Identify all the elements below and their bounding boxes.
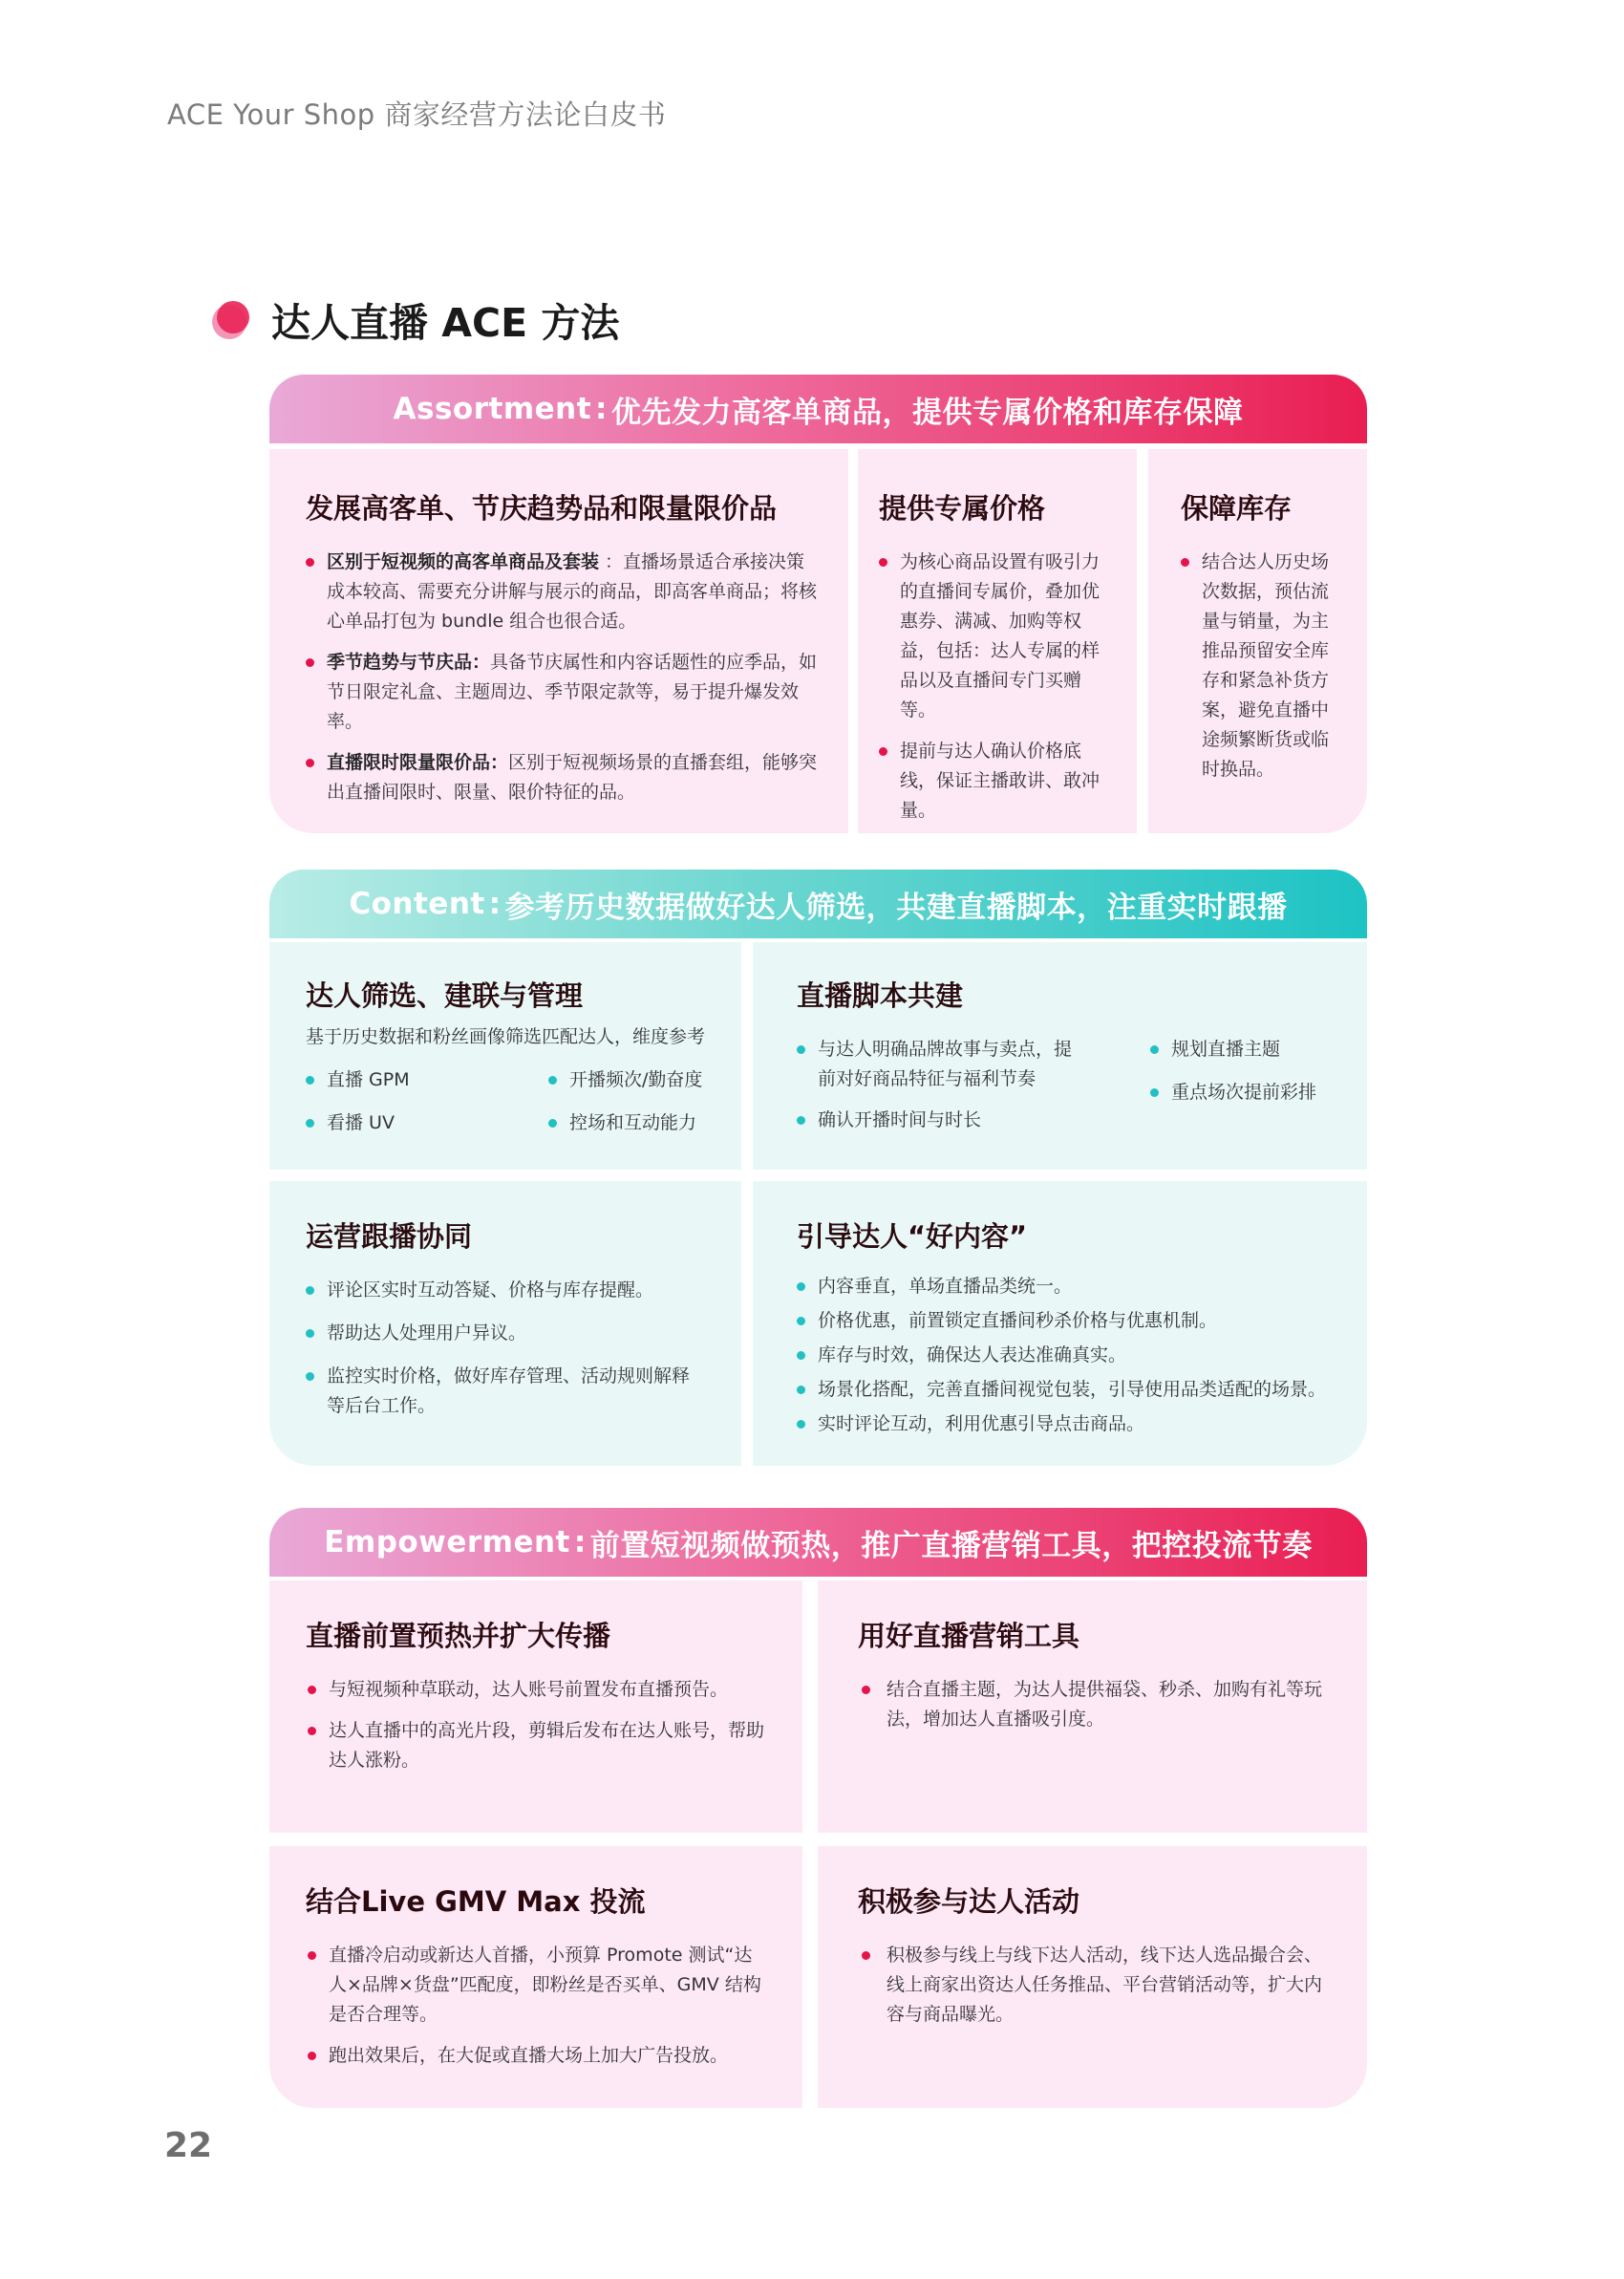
assortment-card-stock: [1148, 449, 1367, 833]
list-item: 库存与时效，确保达人表达准确真实。: [797, 1341, 1338, 1370]
content-card-good-content: [753, 1181, 1367, 1466]
page-number: 22: [164, 2126, 213, 2165]
bullet-list: [306, 1276, 707, 1421]
empowerment-band: [269, 1508, 1367, 1577]
section-title: 达人直播 ACE 方法: [271, 300, 620, 346]
bullet-list: [306, 1941, 768, 2071]
list-item: [306, 548, 818, 636]
list-item: 开播频次/勤奋度: [548, 1065, 702, 1095]
empowerment-card-preheat: [269, 1580, 802, 1833]
content-band-text: 参考历史数据做好达人筛选，共建直播脚本，注重实时跟播: [504, 890, 1288, 925]
item-text: 区别于短视频场景的直播套组，能够突出直播间限时、限量、限价特征的品。: [327, 752, 818, 803]
title-bullet-icon: [212, 301, 250, 339]
empowerment-band-text: 前置短视频做预热，推广直播营销工具，把控投流节奏: [589, 1528, 1313, 1563]
card-subtitle: 基于历史数据和粉丝画像筛选匹配达人，维度参考: [306, 1026, 706, 1047]
bullet-list: [858, 1941, 1335, 2030]
content-band-sep: :: [488, 887, 502, 921]
bullet-list: [858, 1675, 1335, 1734]
list-item: 为核心商品设置有吸引力的直播间专属价，叠加优惠券、满减、加购等权益，包括：达人专属的样品以及直播间专门买赠等。: [879, 548, 1116, 725]
list-item: 内容垂直，单场直播品类统一。: [797, 1272, 1338, 1301]
card-title: 引导达人“好内容”: [797, 1220, 1028, 1253]
list-item: [306, 648, 818, 737]
item-bold: 季节趋势与节庆品：: [327, 652, 491, 673]
list-item: 重点场次提前彩排: [1150, 1078, 1316, 1107]
list-item: 场景化搭配，完善直播间视觉包装，引导使用品类适配的场景。: [797, 1375, 1338, 1405]
card-title: 达人筛选、建联与管理: [306, 979, 584, 1012]
card-title: 提供专属价格: [879, 492, 1046, 525]
empowerment-card-tools: [818, 1580, 1367, 1833]
bullet-list: [879, 548, 1116, 826]
list-item: 帮助达人处理用户异议。: [306, 1319, 707, 1348]
script-columns: [797, 1035, 1338, 1147]
list-item: 看播 UV: [306, 1108, 548, 1138]
assortment-band-text: 优先发力高客单商品，提供专属价格和库存保障: [610, 395, 1244, 430]
list-item: 直播 GPM: [306, 1065, 548, 1095]
list-item: 实时评论互动，利用优惠引导点击商品。: [797, 1409, 1338, 1439]
list-item: 确认开播时间与时长: [797, 1106, 1074, 1135]
list-item: 价格优惠，前置锁定直播间秒杀价格与优惠机制。: [797, 1306, 1338, 1336]
content-card-ops: [269, 1181, 741, 1466]
list-item: 跑出效果后，在大促或直播大场上加大广告投放。: [308, 2041, 768, 2071]
content-band-key: Content: [349, 887, 485, 921]
list-item: 规划直播主题: [1150, 1035, 1316, 1064]
item-bold: 区别于短视频的高客单商品及套装: [327, 551, 600, 572]
card-title: 直播前置预热并扩大传播: [306, 1620, 611, 1652]
list-item: 结合直播主题，为达人提供福袋、秒杀、加购有礼等玩法，增加达人直播吸引度。: [862, 1675, 1335, 1734]
list-item: 直播冷启动或新达人首播，小预算 Promote 测试“达人×品牌×货盘”匹配度，即粉丝是否买单、GMV 结构是否合理等。: [308, 1941, 768, 2030]
bullet-list: [306, 548, 818, 807]
card-title: 直播脚本共建: [797, 979, 964, 1012]
card-title: 积极参与达人活动: [858, 1885, 1080, 1918]
bullet-list: [1150, 1035, 1316, 1147]
assortment-band-sep: :: [595, 392, 608, 426]
list-item: 控场和互动能力: [548, 1108, 702, 1138]
list-item: [306, 748, 818, 807]
empowerment-card-gmv-max: [269, 1846, 802, 2108]
dimension-columns: [306, 1065, 707, 1150]
assortment-card-price: [858, 449, 1137, 833]
list-item: 与达人明确品牌故事与卖点，提前对好商品特征与福利节奏: [797, 1035, 1074, 1094]
bullet-list: [548, 1065, 702, 1150]
list-item: 评论区实时互动答疑、价格与库存提醒。: [306, 1276, 707, 1305]
card-title: 发展高客单、节庆趋势品和限量限价品: [306, 492, 778, 525]
list-item: 积极参与线上与线下达人活动，线下达人选品撮合会、线上商家出资达人任务推品、平台营销活动等，扩大内容与商品曝光。: [862, 1941, 1335, 2030]
item-text: 具备节庆属性和内容话题性的应季品，如节日限定礼盒、主题周边、季节限定款等，易于提升爆发效率。: [327, 652, 818, 732]
bullet-list: [306, 1065, 548, 1150]
content-band: [269, 870, 1367, 938]
assortment-card-high-price: [269, 449, 848, 833]
list-item: 结合达人历史场次数据，预估流量与销量，为主推品预留安全库存和紧急补货方案，避免直播中途频繁断货或临时换品。: [1181, 548, 1342, 785]
list-item: 与短视频种草联动，达人账号前置发布直播预告。: [308, 1675, 768, 1705]
section-title-row: [212, 291, 619, 348]
bullet-list: [797, 1035, 1074, 1147]
content-card-script: [753, 942, 1367, 1170]
bullet-list: [306, 1675, 768, 1775]
list-item: 监控实时价格，做好库存管理、活动规则解释等后台工作。: [306, 1362, 707, 1421]
assortment-band-key: Assortment: [393, 392, 592, 426]
assortment-band: [269, 375, 1367, 443]
empowerment-band-key: Empowerment: [324, 1525, 570, 1559]
bullet-list: [1181, 548, 1342, 785]
card-title: 保障库存: [1181, 492, 1293, 525]
item-bold: 直播限时限量限价品：: [327, 752, 509, 773]
card-title: 结合Live GMV Max 投流: [306, 1885, 646, 1918]
list-item: 达人直播中的高光片段，剪辑后发布在达人账号，帮助达人涨粉。: [308, 1716, 768, 1775]
card-title: 用好直播营销工具: [858, 1620, 1080, 1652]
list-item: 提前与达人确认价格底线，保证主播敢讲、敢冲量。: [879, 737, 1116, 826]
bullet-list: [797, 1272, 1338, 1439]
empowerment-card-activities: [818, 1846, 1367, 2108]
card-title: 运营跟播协同: [306, 1220, 473, 1253]
item-text: ：直播场景适合承接决策成本较高、需要充分讲解与展示的商品，即高客单商品；将核心单品打包为 bundle 组合也很合适。: [327, 551, 818, 632]
empowerment-band-sep: :: [573, 1525, 587, 1559]
content-card-screening: [269, 942, 741, 1170]
document-header: ACE Your Shop 商家经营方法论白皮书: [167, 98, 667, 131]
